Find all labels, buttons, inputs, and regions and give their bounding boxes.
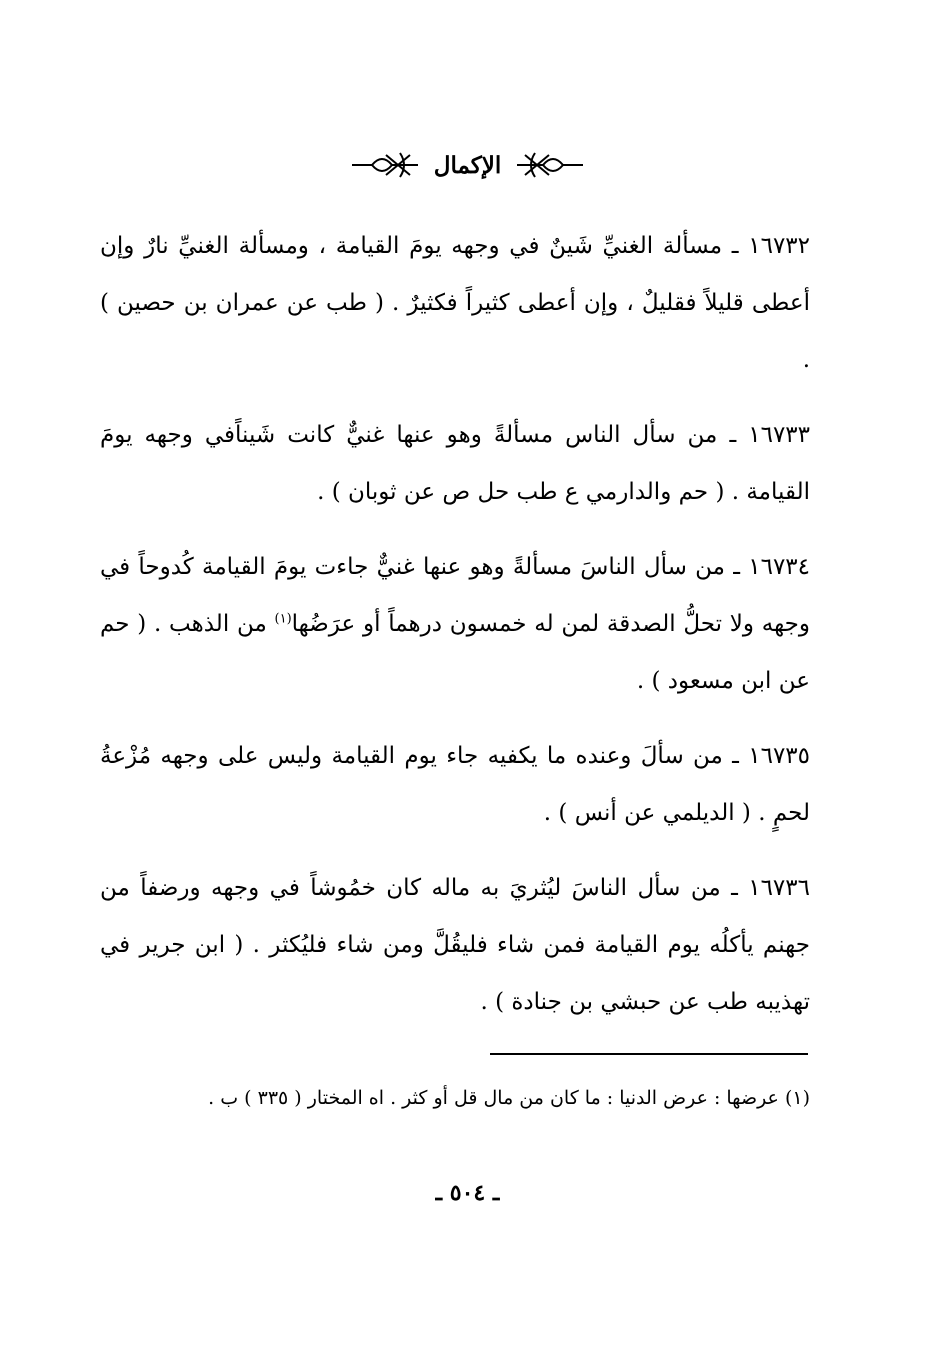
footnote-marker[interactable]: (١) — [274, 611, 292, 627]
hadith-entry — [100, 860, 810, 1031]
entry-number: ١٦٧٣٥ — [748, 743, 811, 769]
entry-text: من سأل الناس مسألةً وهو عنها غنيٌّ كانت شَيناًفي وجهه يومَ القيامة . ( حم والدارمي ع طب حل ص عن ثوبان ) . — [100, 422, 810, 505]
hadith-entry — [100, 407, 810, 521]
page-header — [0, 140, 935, 190]
entry-text-continued: من الذهب . ( حم عن ابن مسعود ) . — [100, 611, 810, 694]
right-ornament-icon — [515, 150, 585, 180]
hadith-entry — [100, 218, 810, 389]
entry-number: ١٦٧٣٤ — [748, 554, 811, 580]
footnote: (١) عرضها : عرض الدنيا : ما كان من مال قل أو كثر . اه المختار ( ٣٣٥ ) ب . — [208, 1087, 810, 1109]
entry-number: ١٦٧٣٢ — [748, 233, 811, 259]
entry-text: من سأل الناسَ مسألةً وهو عنها غنيٌّ جاءت يومَ القيامة كُدوحاً في وجهه ولا تحلُّ الصدقة لمن له خمسون درهماً أو عرَضُها — [100, 554, 810, 637]
page-number: ـ ٥٠٤ ـ — [435, 1180, 500, 1206]
entry-dash: ـ — [731, 875, 738, 901]
hadith-entry — [100, 728, 810, 842]
left-ornament-icon — [350, 150, 420, 180]
entry-text: من سأل الناسَ ليُثريَ به ماله كان خمُوشاً في وجهه ورضفاً من جهنم يأكلُه يوم القيامة فمن شاء فليقُلَّ ومن شاء فليُكثر . ( ابن جرير في تهذيبه طب عن حبشي بن جنادة ) . — [100, 875, 810, 1015]
page-title: الإكمال — [433, 151, 502, 179]
entry-dash: ـ — [733, 554, 740, 580]
entry-dash: ـ — [729, 422, 737, 448]
entry-dash: ـ — [731, 233, 739, 259]
entry-text: من سألَ وعنده ما يكفيه جاء يوم القيامة وليس على وجهه مُزْعةُ لحمٍ . ( الديلمي عن أنس ) . — [100, 743, 810, 826]
entry-dash: ـ — [732, 743, 739, 769]
hadith-entry — [100, 539, 810, 710]
entry-number: ١٦٧٣٦ — [748, 875, 810, 901]
entry-text: مسألة الغنيِّ شَينٌ في وجهه يومَ القيامة ، ومسألة الغنيِّ نارٌ وإن أعطى قليلاً فقليلٌ ، وإن أعطى كثيراً فكثيرٌ . ( طب عن عمران بن حصين ) . — [100, 233, 810, 373]
entry-number: ١٦٧٣٣ — [748, 422, 811, 448]
footnote-divider — [490, 1053, 808, 1055]
main-text — [100, 218, 810, 1049]
